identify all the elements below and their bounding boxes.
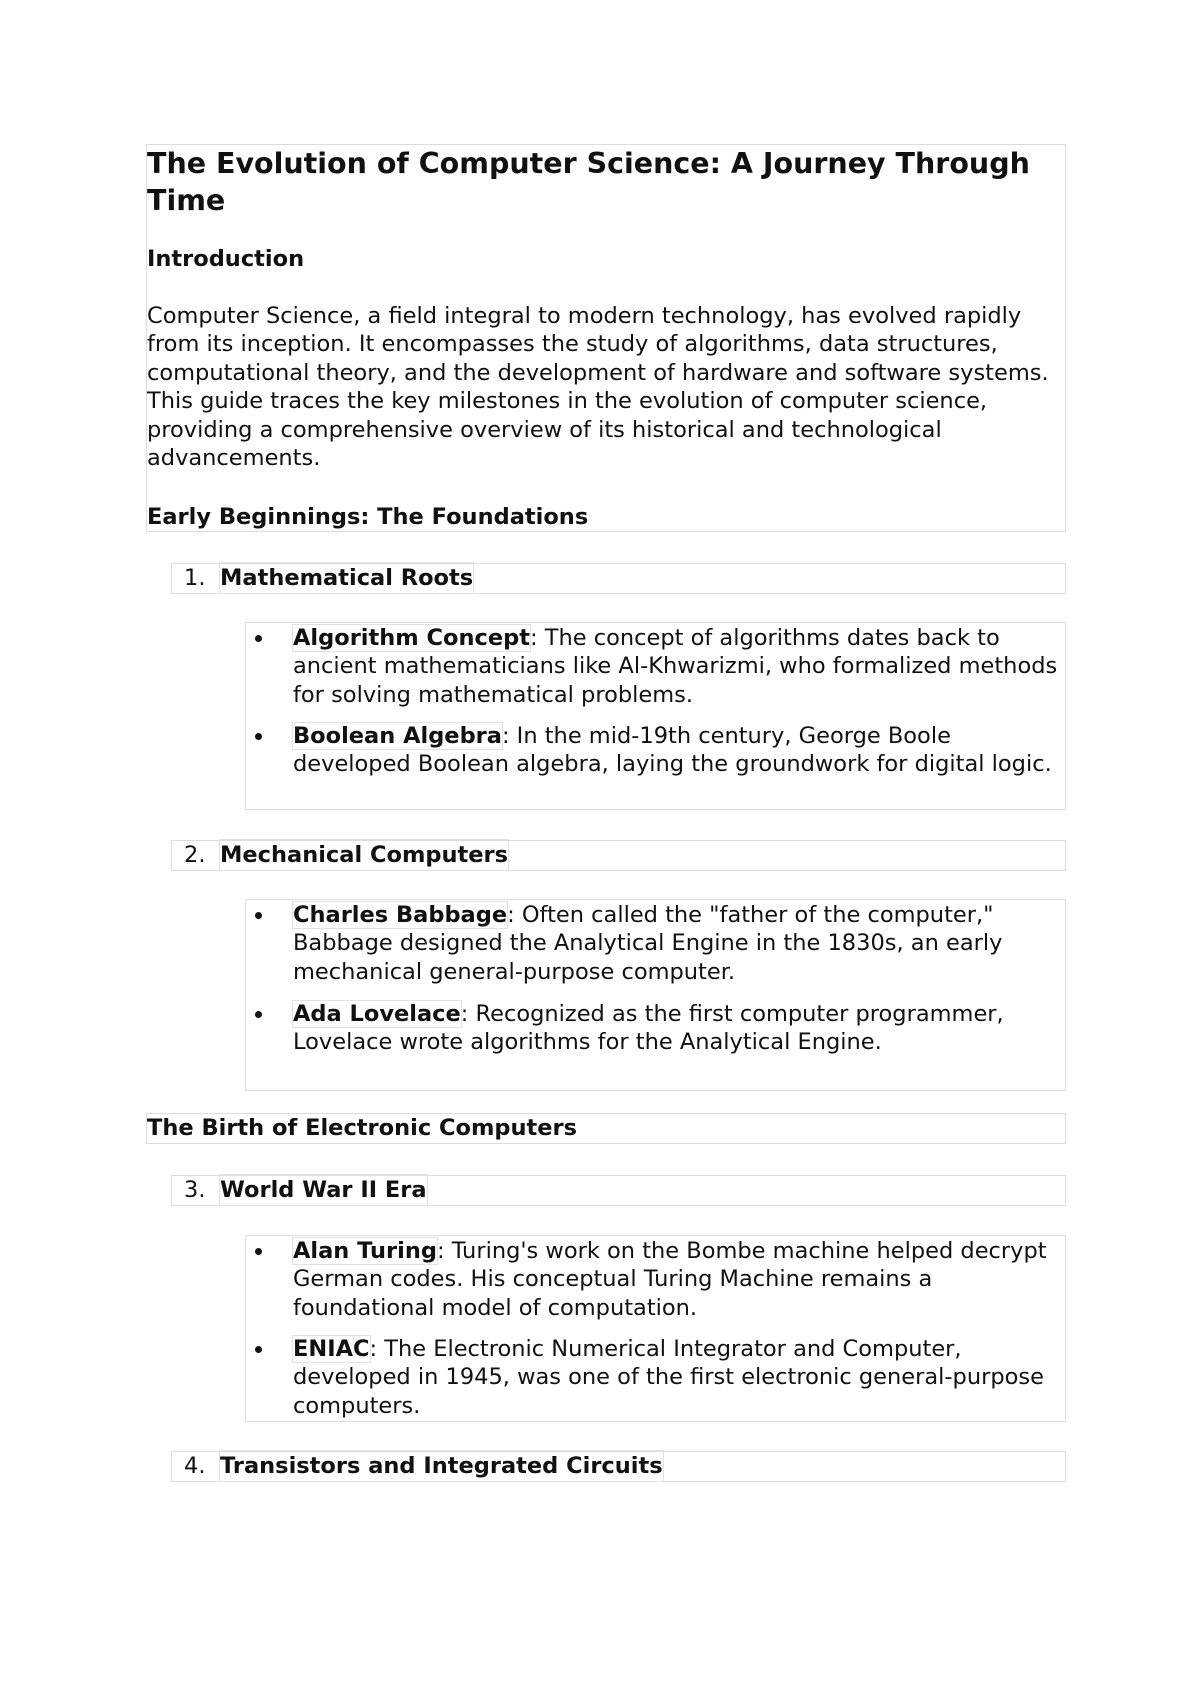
bullet-description: : The concept of algorithms dates back to ancient mathematicians like Al-Khwarizmi, who formalized methods for solving mathematical problems.	[293, 625, 1058, 708]
list-item-label: World War II Era	[220, 1177, 427, 1203]
bullet-term: Ada Lovelace	[293, 1001, 461, 1027]
bullet-icon	[255, 635, 262, 642]
bullet-term: Alan Turing	[293, 1238, 437, 1264]
list-number: 1.	[184, 565, 206, 591]
document-title: The Evolution of Computer Science: A Journey Through Time	[147, 147, 1030, 217]
bullet-icon	[255, 1011, 262, 1018]
bullet-text	[293, 901, 1068, 986]
list-number: 3.	[184, 1177, 206, 1203]
bullet-text	[293, 1000, 1068, 1057]
list-item-label: Mathematical Roots	[220, 565, 474, 591]
intro-paragraph: Computer Science, a field integral to modern technology, has evolved rapidly from its inception. It encompasses the study of algorithms, data structures, computational theory, and the development of hardware and software systems. This guide traces the key milestones in the evolution of computer science, providing a comprehensive overview of its historical and technological advancements.	[147, 303, 1049, 472]
bullet-description: : In the mid-19th century, George Boole developed Boolean algebra, laying the groundwork for digital logic.	[293, 723, 1052, 778]
bullet-text	[293, 624, 1068, 709]
bullet-icon	[255, 912, 262, 919]
list-item-label: Mechanical Computers	[220, 842, 509, 868]
bullet-description: : Often called the "father of the computer," Babbage designed the Analytical Engine in the 1830s, an early mechanical general-purpose computer.	[293, 902, 1003, 985]
bullet-term: Boolean Algebra	[293, 723, 502, 749]
bullet-description: : Turing's work on the Bombe machine helped decrypt German codes. His conceptual Turing Machine remains a foundational model of computation.	[293, 1238, 1047, 1321]
bullet-text	[293, 1335, 1068, 1420]
bullet-icon	[255, 733, 262, 740]
bullet-description: : The Electronic Numerical Integrator and Computer, developed in 1945, was one of the first electronic general-purpose computers.	[293, 1336, 1044, 1419]
bullet-icon	[255, 1346, 262, 1353]
bullet-text	[293, 1237, 1068, 1322]
intro-heading: Introduction	[147, 246, 305, 272]
section-heading-electronic-computers: The Birth of Electronic Computers	[147, 1115, 578, 1141]
list-item-label: Transistors and Integrated Circuits	[220, 1453, 663, 1479]
list-number: 2.	[184, 842, 206, 868]
bullet-icon	[255, 1248, 262, 1255]
section-heading-early-beginnings: Early Beginnings: The Foundations	[147, 504, 589, 530]
list-number: 4.	[184, 1453, 206, 1479]
bullet-term: Charles Babbage	[293, 902, 508, 928]
bullet-term: ENIAC	[293, 1336, 370, 1362]
bullet-term: Algorithm Concept	[293, 625, 530, 651]
bullet-text	[293, 722, 1068, 779]
bullet-description: : Recognized as the first computer programmer, Lovelace wrote algorithms for the Analytical Engine.	[293, 1001, 1004, 1056]
